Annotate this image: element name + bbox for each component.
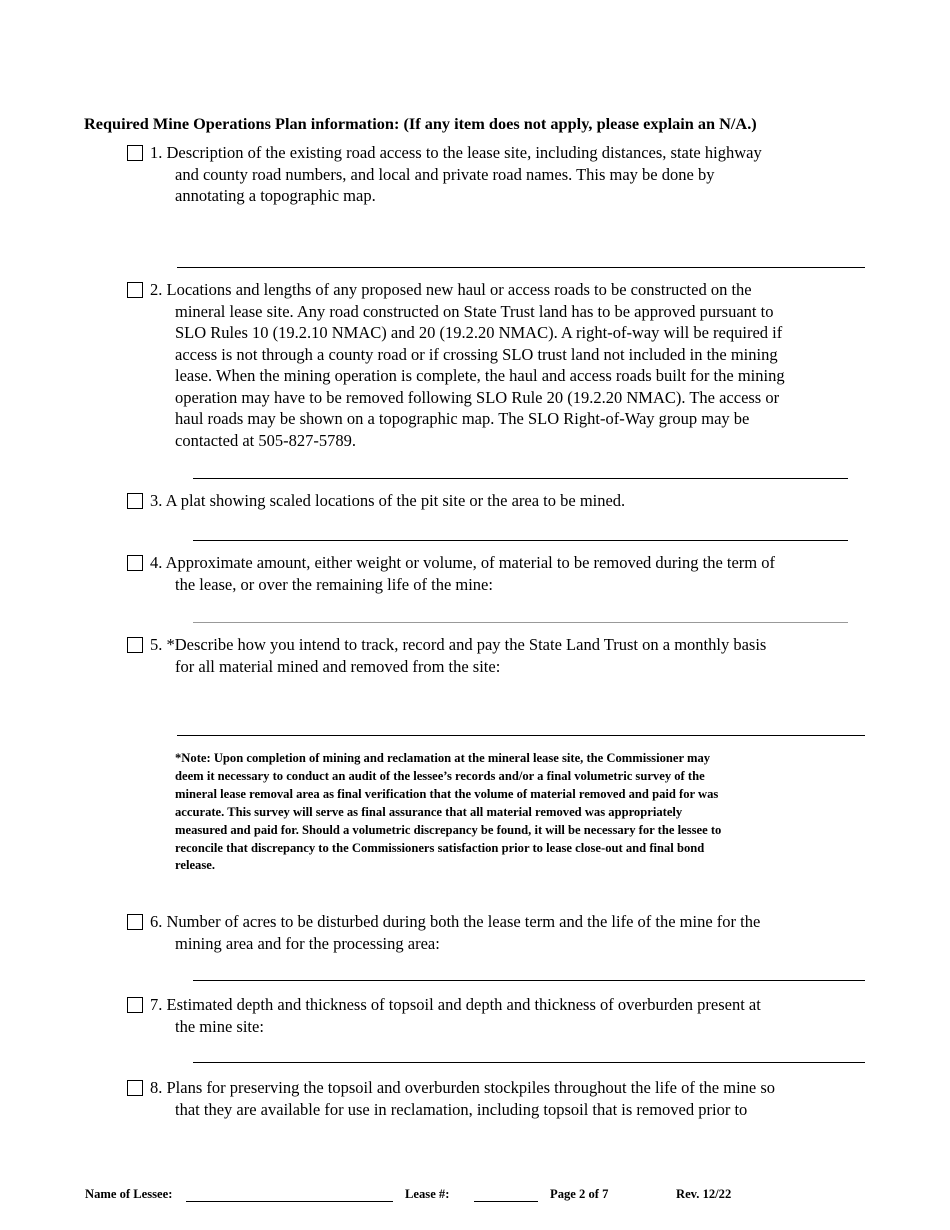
note-line: accurate. This survey will serve as final assurance that all material removed was appropriately: [175, 804, 683, 819]
item-text-line: 4. Approximate amount, either weight or volume, of material to be removed during the term of: [150, 553, 775, 572]
answer-line[interactable]: [193, 622, 848, 623]
note-line: deem it necessary to conduct an audit of the lessee’s records and/or a final volumetric survey of the: [175, 768, 705, 783]
item-text-line: mining area and for the processing area:: [175, 933, 440, 953]
item-text-line: access is not through a county road or if crossing SLO trust land not included in the mining: [175, 344, 778, 364]
lessee-name-label: Name of Lessee:: [85, 1187, 173, 1201]
section-heading: Required Mine Operations Plan information: (If any item does not apply, please explain an N/A.): [84, 114, 757, 133]
note-line: release.: [175, 858, 215, 873]
item-text-line: 2. Locations and lengths of any proposed new haul or access roads to be constructed on the: [150, 280, 752, 299]
answer-line[interactable]: [177, 267, 865, 268]
item-text-line: annotating a topographic map.: [175, 186, 376, 205]
item-text-line: 3. A plat showing scaled locations of the pit site or the area to be mined.: [150, 491, 626, 510]
item-text-line: for all material mined and removed from the site:: [175, 656, 501, 676]
note-line: mineral lease removal area as final verification that the volume of material removed and paid for was: [175, 786, 719, 801]
item-text-line: the mine site:: [175, 1016, 264, 1036]
page-number: Page 2 of 7: [550, 1187, 609, 1201]
item-text-line: 5. *Describe how you intend to track, record and pay the State Land Trust on a monthly basis: [150, 635, 767, 654]
revision: Rev. 12/22: [676, 1187, 732, 1201]
item-checkbox[interactable]: [127, 282, 143, 298]
item-checkbox[interactable]: [127, 145, 143, 161]
item-text-line: and county road numbers, and local and private road names. This may be done by: [175, 164, 715, 184]
item-checkbox[interactable]: [127, 637, 143, 653]
note-line: reconcile that discrepancy to the Commissioners satisfaction prior to lease close-out and final bond: [175, 840, 705, 855]
lessee-name-field[interactable]: [186, 1201, 393, 1202]
lease-number-field[interactable]: [474, 1201, 538, 1202]
item-text-line: haul roads may be shown on a topographic map. The SLO Right-of-Way group may be: [175, 409, 750, 428]
answer-line[interactable]: [177, 735, 865, 736]
answer-line[interactable]: [193, 540, 848, 541]
item-checkbox[interactable]: [127, 493, 143, 509]
answer-line[interactable]: [193, 1062, 865, 1063]
note-line: *Note: Upon completion of mining and reclamation at the mineral lease site, the Commissioner may: [175, 751, 711, 765]
answer-line[interactable]: [193, 980, 865, 981]
note-line: measured and paid for. Should a volumetric discrepancy be found, it will be necessary for the lessee to: [175, 822, 722, 837]
lease-number-label: Lease #:: [405, 1187, 450, 1201]
item-text-line: 8. Plans for preserving the topsoil and overburden stockpiles throughout the life of the mine so: [150, 1078, 776, 1097]
audit-note: [175, 750, 721, 875]
item-text-line: contacted at 505-827-5789.: [175, 430, 356, 450]
item-text-line: that they are available for use in reclamation, including topsoil that is removed prior to: [175, 1099, 748, 1119]
item-checkbox[interactable]: [127, 997, 143, 1013]
item-text-line: SLO Rules 10 (19.2.10 NMAC) and 20 (19.2.20 NMAC). A right-of-way will be required if: [175, 323, 783, 342]
item-text-line: 6. Number of acres to be disturbed during both the lease term and the life of the mine for the: [150, 912, 761, 931]
item-checkbox[interactable]: [127, 555, 143, 571]
answer-line[interactable]: [193, 478, 848, 479]
item-text-line: 7. Estimated depth and thickness of topsoil and depth and thickness of overburden present at: [150, 995, 761, 1014]
item-checkbox[interactable]: [127, 1080, 143, 1096]
item-text-line: the lease, or over the remaining life of the mine:: [175, 574, 493, 594]
item-text-line: 1. Description of the existing road access to the lease site, including distances, state highway: [150, 143, 762, 162]
item-text-line: operation may have to be removed following SLO Rule 20 (19.2.20 NMAC). The access or: [175, 387, 780, 407]
item-checkbox[interactable]: [127, 914, 143, 930]
item-text-line: mineral lease site. Any road constructed on State Trust land has to be approved pursuant to: [175, 301, 774, 321]
item-text-line: lease. When the mining operation is complete, the haul and access roads built for the mining: [175, 366, 785, 385]
